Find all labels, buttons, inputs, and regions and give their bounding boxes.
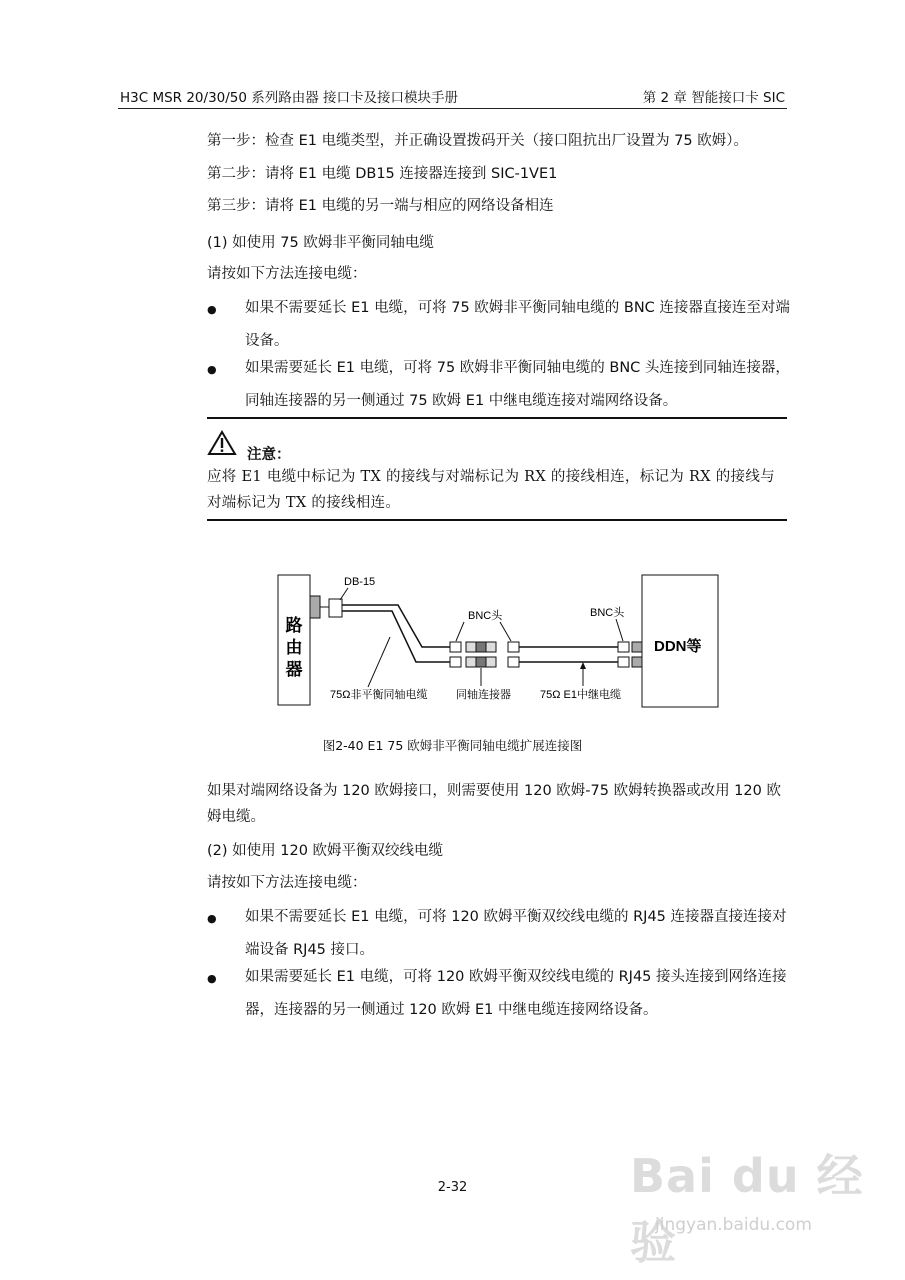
coax-connector-top-a bbox=[466, 642, 476, 652]
section2-heading: (2) 如使用 120 欧姆平衡双绞线电缆 bbox=[207, 843, 444, 859]
page-number: 2-32 bbox=[437, 1180, 468, 1195]
ddn-port-top bbox=[632, 642, 642, 652]
db15-plug bbox=[329, 599, 342, 617]
bullet-icon: ● bbox=[207, 363, 217, 376]
note-title: 注意： bbox=[247, 447, 291, 463]
ddn-label: DDN等 bbox=[654, 638, 702, 655]
baidu-watermark-url: jingyan.baidu.com bbox=[655, 1215, 812, 1235]
section2-intro: 请按如下方法连接电缆： bbox=[207, 875, 367, 891]
section2-bullet-1: 如果不需要延长 E1 电缆，可将 120 欧姆平衡双绞线电缆的 RJ45 连接器直接连接对端设备 RJ45 接口。 bbox=[245, 909, 787, 958]
section2-bullet-2: 如果需要延长 E1 电缆，可将 120 欧姆平衡双绞线电缆的 RJ45 接头连接到网络连接器，连接器的另一侧通过 120 欧姆 E1 中继电缆连接网络设备。 bbox=[245, 969, 787, 1018]
figure-caption: 图2-40 E1 75 欧姆非平衡同轴电缆扩展连接图 bbox=[322, 738, 583, 753]
step-3: 第三步：请将 E1 电缆的另一端与相应的网络设备相连 bbox=[207, 198, 554, 214]
coax-connector-top-b bbox=[476, 642, 486, 652]
section1-bullet-1: 如果不需要延长 E1 电缆，可将 75 欧姆非平衡同轴电缆的 BNC 连接器直接连至对端设备。 bbox=[245, 300, 790, 349]
note-top-rule bbox=[207, 417, 787, 419]
coax-connector-bottom-b bbox=[476, 657, 486, 667]
bnc-head-right-bottom bbox=[618, 657, 629, 667]
bullet-icon: ● bbox=[207, 303, 217, 316]
header-divider bbox=[118, 108, 787, 109]
note-body: 应将 E1 电缆中标记为 TX 的接线与对端标记为 RX 的接线相连，标记为 RX 的接线与对端标记为 TX 的接线相连。 bbox=[207, 469, 775, 511]
step-1: 第一步：检查 E1 电缆类型，并正确设置拨码开关（接口阻抗出厂设置为 75 欧姆）。 bbox=[207, 133, 749, 149]
bnc-head-left-top bbox=[450, 642, 461, 652]
section1-heading: (1) 如使用 75 欧姆非平衡同轴电缆 bbox=[207, 235, 434, 251]
coax-connector-bottom-c bbox=[486, 657, 496, 667]
bnc-head-mid-top bbox=[508, 642, 519, 652]
bnc-head-mid-bottom bbox=[508, 657, 519, 667]
section1-intro: 请按如下方法连接电缆： bbox=[207, 266, 367, 282]
note-bottom-rule bbox=[207, 519, 787, 521]
bnc-left-label: BNC头 bbox=[468, 610, 503, 622]
e1-extension-diagram bbox=[270, 565, 725, 715]
router-label-char-1: 路 bbox=[285, 616, 303, 635]
coax-connector-top-c bbox=[486, 642, 496, 652]
running-header-chapter: 第 2 章 智能接口卡 SIC bbox=[642, 90, 785, 106]
warning-icon bbox=[207, 430, 237, 456]
router-label-char-2: 由 bbox=[285, 638, 303, 657]
ddn-port-bottom bbox=[632, 657, 642, 667]
coax-connector-bottom-a bbox=[466, 657, 476, 667]
running-header-title: H3C MSR 20/30/50 系列路由器 接口卡及接口模块手册 bbox=[120, 90, 459, 106]
bnc-head-right-top bbox=[618, 642, 629, 652]
step-2: 第二步：请将 E1 电缆 DB15 连接器连接到 SIC-1VE1 bbox=[207, 166, 558, 182]
db15-port bbox=[310, 596, 320, 618]
router-label-char-3: 器 bbox=[285, 660, 303, 679]
bullet-icon: ● bbox=[207, 972, 217, 985]
bnc-right-label: BNC头 bbox=[590, 607, 625, 619]
bnc-head-left-bottom bbox=[450, 657, 461, 667]
bullet-icon: ● bbox=[207, 912, 217, 925]
section1-bullet-2: 如果需要延长 E1 电缆，可将 75 欧姆非平衡同轴电缆的 BNC 头连接到同轴连接器，同轴连接器的另一侧通过 75 欧姆 E1 中继电缆连接对端网络设备。 bbox=[245, 360, 790, 409]
baidu-watermark: Bai du 经验 bbox=[630, 1149, 864, 1269]
coax-cable-rx bbox=[342, 611, 450, 662]
e1-relay-label: 75Ω E1中继电缆 bbox=[540, 689, 621, 701]
after-figure-paragraph: 如果对端网络设备为 120 欧姆接口，则需要使用 120 欧姆-75 欧姆转换器或改用 120 欧姆电缆。 bbox=[207, 783, 781, 825]
cable-75-label: 75Ω非平衡同轴电缆 bbox=[330, 689, 428, 701]
db15-label: DB-15 bbox=[344, 576, 376, 588]
coax-connector-label: 同轴连接器 bbox=[456, 689, 511, 701]
